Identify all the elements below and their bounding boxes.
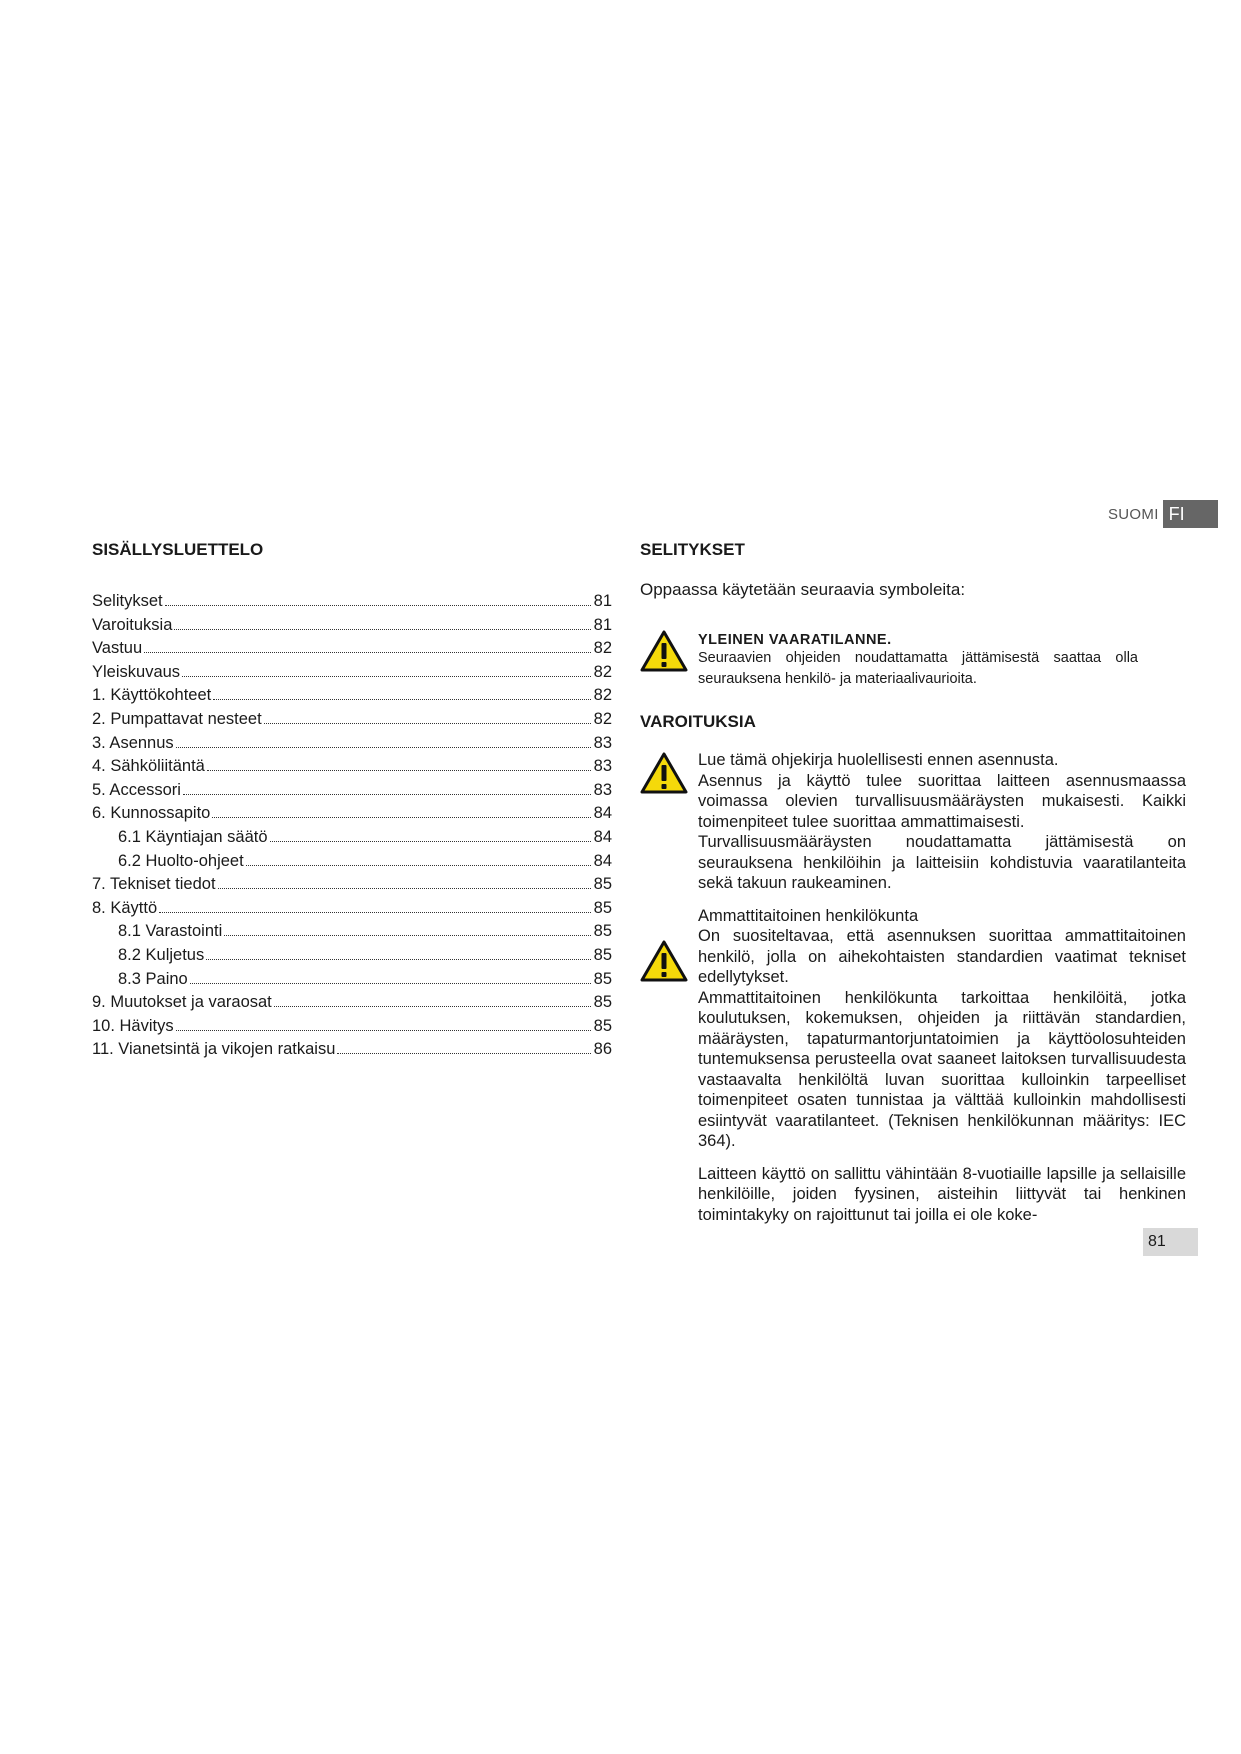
language-name: SUOMI [1108,505,1159,523]
toc-entry [92,686,612,710]
table-of-contents [92,540,612,1064]
toc-entry-page: 85 [593,1016,612,1035]
toc-entry-page: 81 [593,592,612,610]
toc-entry-page: 82 [593,662,612,681]
toc-entry [92,875,612,899]
toc-entry-label: 10. Hävitys [92,1016,174,1035]
toc-entry [92,592,612,616]
warning-paragraph-5: On suositeltavaa, että asennuksen suorittaa ammattitaitoinen henkilö, jolla on aihekohtaisten standardien vaatimat tekniset edellytykset. [698,927,1186,986]
general-danger-title: YLEINEN VAARATILANNE. [698,632,892,648]
toc-entry-label: 6. Kunnossapito [92,804,211,823]
toc-leader-dots [176,1030,591,1031]
toc-leader-dots [183,794,591,795]
toc-entry-page: 81 [593,615,612,634]
toc-leader-dots [224,935,590,936]
toc-leader-dots [213,699,590,700]
toc-entry-label: Selitykset [92,592,163,610]
language-code: FI [1163,500,1218,528]
toc-entry [92,993,612,1017]
toc-leader-dots [246,865,591,866]
toc-entry-page: 85 [593,875,612,894]
toc-entry-label: 8. Käyttö [92,898,158,917]
toc-entry-page: 86 [593,1040,612,1059]
explanations-heading: SELITYKSET [640,540,745,559]
toc-leader-dots [190,983,591,984]
toc-leader-dots [207,770,591,771]
toc-entry-label: 1. Käyttökohteet [92,686,212,705]
general-danger-block [640,630,1200,690]
page-number-tab [1143,1228,1198,1256]
explanations-intro: Oppaassa käytetään seuraavia symboleita: [640,580,966,599]
toc-entry-page: 85 [593,945,612,964]
toc-entry [92,710,612,734]
toc-entry [92,970,612,994]
toc-title: SISÄLLYSLUETTELO [92,540,264,559]
toc-entry-page: 84 [593,851,612,870]
toc-leader-dots [174,629,590,630]
language-tab [1108,500,1218,528]
toc-entry [92,804,612,828]
toc-entry-label: 7. Tekniset tiedot [92,875,216,894]
toc-entry-page: 84 [593,804,612,823]
toc-leader-dots [144,652,590,653]
toc-entry-page: 83 [593,733,612,752]
warnings-heading: VAROITUKSIA [640,712,756,731]
warning-paragraph-7: Laitteen käyttö on sallittu vähintään 8-vuotiaille lapsille ja sellaisille henkilöille, joiden fyysinen, aisteihin liittyvät tai henkinen toimintakyky on rajoittunut tai joilla ei ole koke- [698,1164,1186,1224]
toc-entry-page: 85 [593,993,612,1012]
toc-entry [92,946,612,970]
toc-entry-page: 83 [593,780,612,799]
toc-entry [92,757,612,781]
toc-list [92,592,612,1064]
toc-entry-page: 82 [593,686,612,705]
toc-entry-page: 82 [593,639,612,658]
toc-entry [92,922,612,946]
toc-entry-page: 85 [593,922,612,941]
toc-leader-dots [159,912,591,913]
warning-paragraph-3: Turvallisuusmääräysten noudattamatta jättämisestä on seurauksena henkilöihin ja laitteisiin kohdistuvia vaaratilanteita sekä takuun raukeaminen. [698,833,1186,892]
toc-leader-dots [206,959,590,960]
toc-leader-dots [270,841,591,842]
toc-entry-label: Yleiskuvaus [92,662,181,681]
warning-paragraph-6: Ammattitaitoinen henkilökunta tarkoittaa henkilöitä, jotka koulutuksen, kokemuksen, ohjeiden ja riittävän standardien, määräysten, tapaturmantorjuntatoimien ja käyttöolosuhteiden tuntemuksensa perusteella ovat saaneet laitoksen turvallisuudesta vastaavalta henkilöltä luvan suorittaa kulloinkin tarpeelliset toimenpiteet osaten tunnistaa ja välttää kulloinkin mahdollisesti esiintyvät vaaratilanteet. (Teknisen henkilökunnan määritys: IEC 364). [698,988,1186,1150]
toc-entry-label: 2. Pumpattavat nesteet [92,709,262,728]
toc-entry [92,1040,612,1064]
toc-entry-page: 83 [593,757,612,776]
toc-entry [92,828,612,852]
toc-entry-page: 82 [593,709,612,728]
general-danger-text: Seuraavien ohjeiden noudattamatta jättämisestä saattaa olla seurauksena henkilö- ja materiaalivaurioita. [698,650,1138,687]
warning-triangle-icon [640,630,690,690]
toc-entry-page: 84 [593,827,612,846]
toc-entry [92,1017,612,1041]
toc-entry [92,781,612,805]
toc-entry-label: 8.1 Varastointi [118,922,223,941]
toc-entry-label: 8.3 Paino [118,969,188,988]
toc-entry-page: 85 [593,898,612,917]
toc-leader-dots [176,747,591,748]
toc-entry-label: 9. Muutokset ja varaosat [92,993,272,1012]
toc-leader-dots [218,888,591,889]
toc-entry-label: 3. Asennus [92,733,174,752]
qualified-personnel-heading: Ammattitaitoinen henkilökunta [698,906,919,925]
page-number: 81 [1148,1233,1166,1250]
toc-leader-dots [264,723,591,724]
warning-paragraph-2: Asennus ja käyttö tulee suorittaa laitteen asennusmaassa voimassa olevien turvallisuusmääräysten mukaisesti. Kaikki toimenpiteet tulee suorittaa ammattimaisesti. [698,771,1186,831]
warning-paragraph-1: Lue tämä ohjekirja huolellisesti ennen asennusta. [698,751,1059,769]
toc-entry [92,639,612,663]
toc-entry-label: 6.2 Huolto-ohjeet [118,851,244,870]
toc-entry-label: 4. Sähköliitäntä [92,757,205,776]
toc-entry-label: Vastuu [92,639,143,658]
toc-entry-label: 8.2 Kuljetus [118,945,205,964]
toc-entry [92,734,612,758]
toc-entry-label: 5. Accessori [92,780,181,799]
warning-triangle-icon [640,750,690,894]
toc-entry-label: Varoituksia [92,615,173,634]
toc-entry-label: 6.1 Käyntiajan säätö [118,827,268,846]
warning-block-1 [640,750,1200,894]
toc-leader-dots [182,676,591,677]
warning-block-2 [640,906,1200,1226]
toc-entry-label: 11. Vianetsintä ja vikojen ratkaisu [92,1040,336,1059]
toc-leader-dots [337,1053,590,1054]
warning-triangle-icon [640,906,690,1226]
content-column [640,540,1200,1225]
toc-entry [92,852,612,876]
toc-entry [92,616,612,640]
toc-entry-page: 85 [593,969,612,988]
toc-entry [92,663,612,687]
toc-leader-dots [165,605,591,606]
toc-leader-dots [274,1006,591,1007]
toc-entry [92,899,612,923]
toc-leader-dots [212,817,590,818]
